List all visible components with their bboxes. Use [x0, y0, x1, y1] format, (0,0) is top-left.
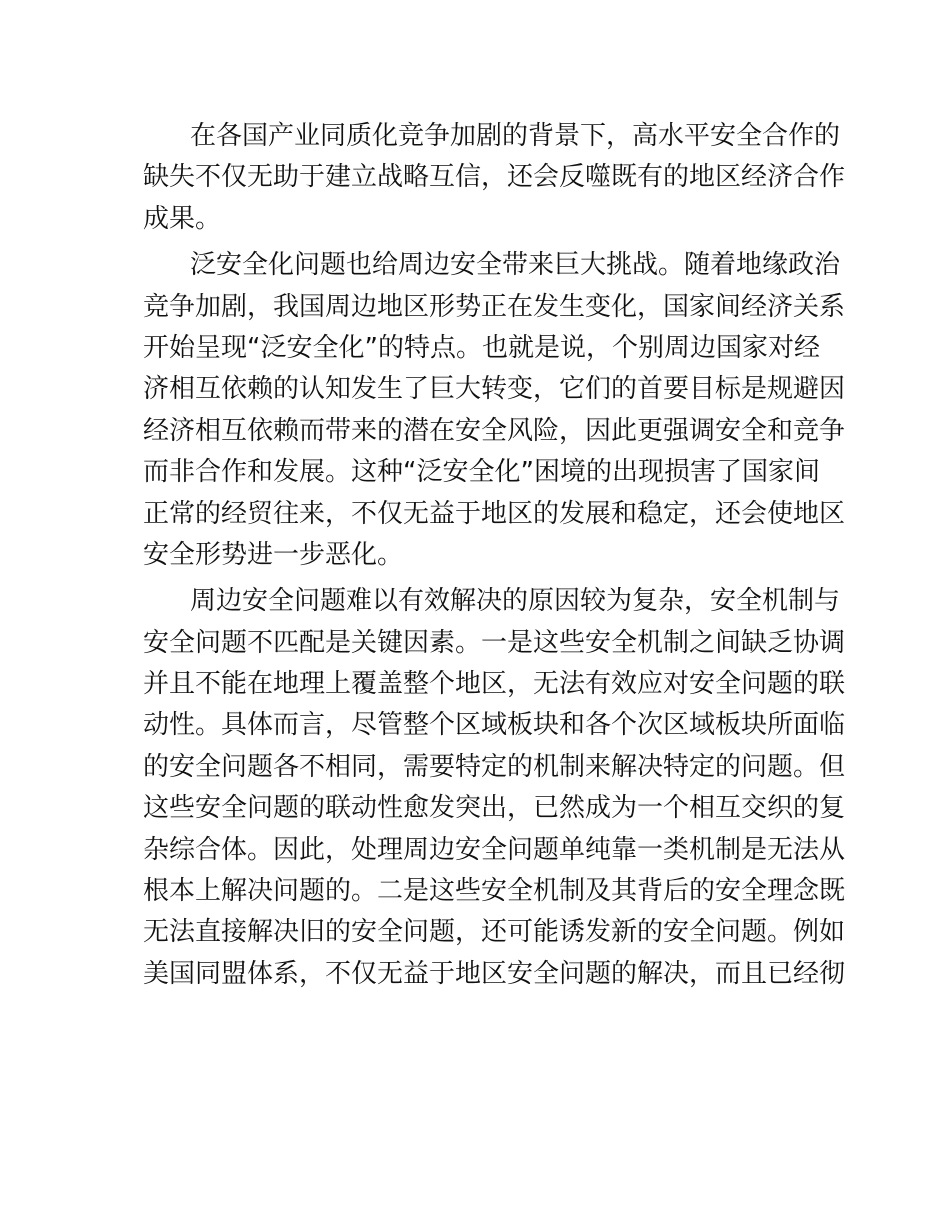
paragraph	[143, 581, 846, 995]
text-line: 无法直接解决旧的安全问题，还可能诱发新的安全问题。例如	[143, 917, 846, 948]
text-line: 这些安全问题的联动性愈发突出，已然成为一个相互交织的复	[143, 793, 846, 824]
text-line: 正常的经贸往来，不仅无益于地区的发展和稳定，还会使地区	[143, 498, 846, 529]
text-line: 缺失不仅无助于建立战略互信，还会反噬既有的地区经济合作	[143, 162, 846, 193]
text-line: 动性。具体而言，尽管整个区域板块和各个次区域板块所面临	[143, 710, 846, 741]
text-line: 经济相互依赖而带来的潜在安全风险，因此更强调安全和竞争	[143, 415, 846, 446]
text-line: 安全形势进一步恶化。	[143, 539, 404, 570]
text-line: 开始呈现“泛安全化”的特点。也就是说，个别周边国家对经	[143, 332, 820, 363]
text-line: 美国同盟体系，不仅无益于地区安全问题的解决，而且已经彻	[143, 958, 846, 989]
paragraph	[143, 116, 846, 240]
text-line: 泛安全化问题也给周边安全带来巨大挑战。随着地缘政治	[190, 250, 841, 281]
text-line: 周边安全问题难以有效解决的原因较为复杂，安全机制与	[190, 586, 841, 617]
text-line: 的安全问题各不相同，需要特定的机制来解决特定的问题。但	[143, 751, 846, 782]
text-line: 竞争加剧，我国周边地区形势正在发生变化，国家间经济关系	[143, 291, 846, 322]
text-line: 而非合作和发展。这种“泛安全化”困境的出现损害了国家间	[143, 457, 820, 488]
text-line: 根本上解决问题的。二是这些安全机制及其背后的安全理念既	[143, 876, 846, 907]
text-line: 并且不能在地理上覆盖整个地区，无法有效应对安全问题的联	[143, 669, 846, 700]
text-line: 安全问题不匹配是关键因素。一是这些安全机制之间缺乏协调	[143, 627, 846, 658]
text-line: 在各国产业同质化竞争加剧的背景下，高水平安全合作的	[190, 121, 841, 151]
text-line: 济相互依赖的认知发生了巨大转变，它们的首要目标是规避因	[143, 374, 846, 405]
text-line: 杂综合体。因此，处理周边安全问题单纯靠一类机制是无法从	[143, 834, 846, 865]
text-line: 成果。	[143, 203, 222, 234]
paragraph	[143, 245, 846, 576]
document-page	[143, 116, 846, 1000]
